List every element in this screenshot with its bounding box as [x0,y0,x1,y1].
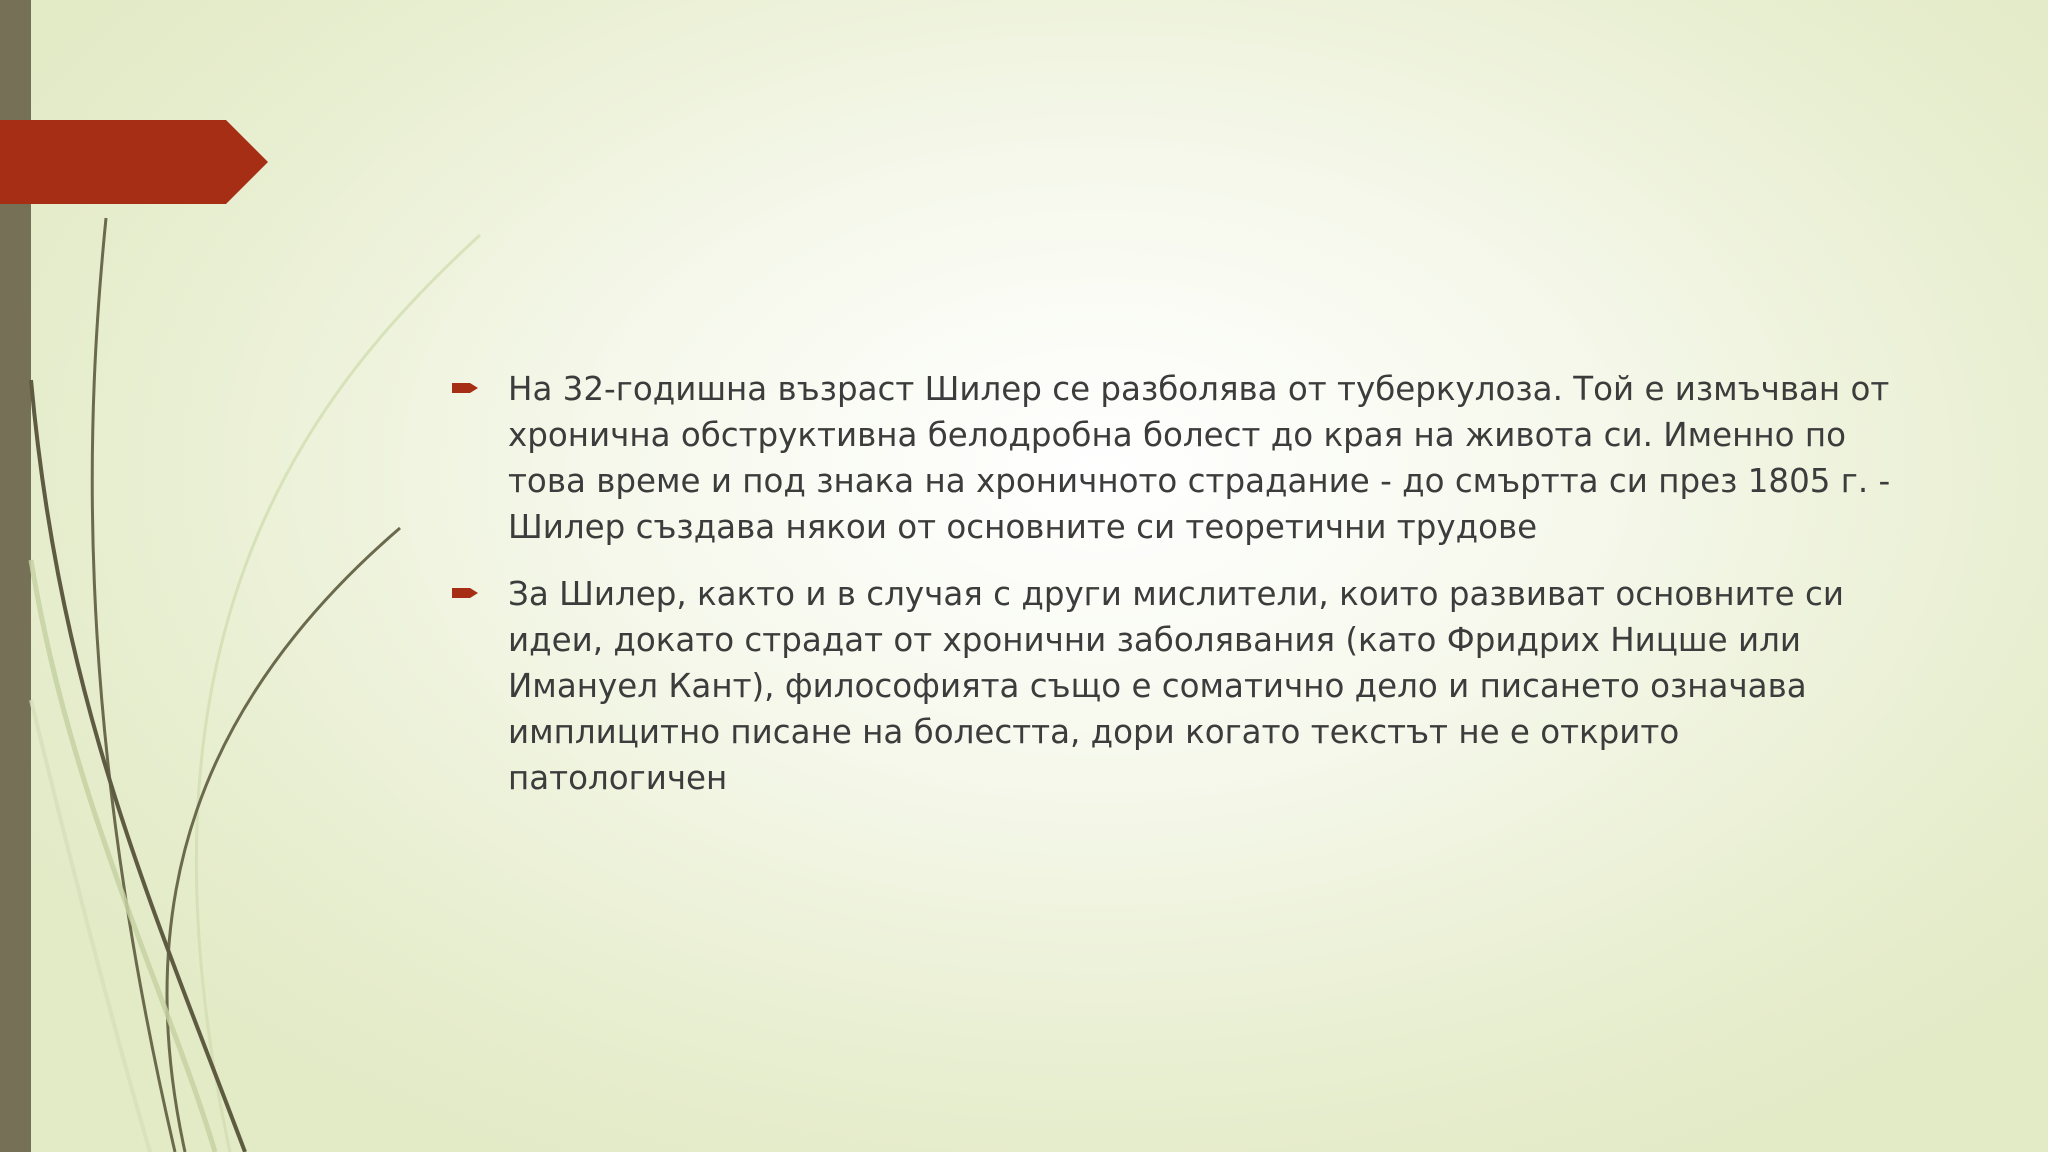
bullet-item-2 [448,571,1908,801]
bullet-item-1 [448,366,1908,550]
arrow-bullet-icon [452,585,480,601]
title-arrow-banner [0,120,268,204]
slide-content [448,366,1908,822]
bullet-text-2: За Шилер, както и в случая с други мислители, които развиват основните си идеи, докато страдат от хронични заболявания (като Фридрих Ницше или Имануел Кант), философията също е соматично дело и писането означава имплицитно писане на болестта, дори когато текстът не е открито патологичен [508,575,1844,797]
bullet-text-1: На 32-годишна възраст Шилер се разболява от туберкулоза. Той е измъчван от хронична обструктивна белодробна болест до края на живота си. Именно по това време и под знака на хроничното страдание - до смъртта си през 1805 г. - Шилер създава някои от основните си теоретични трудове [508,370,1891,546]
arrow-bullet-icon [452,380,480,396]
